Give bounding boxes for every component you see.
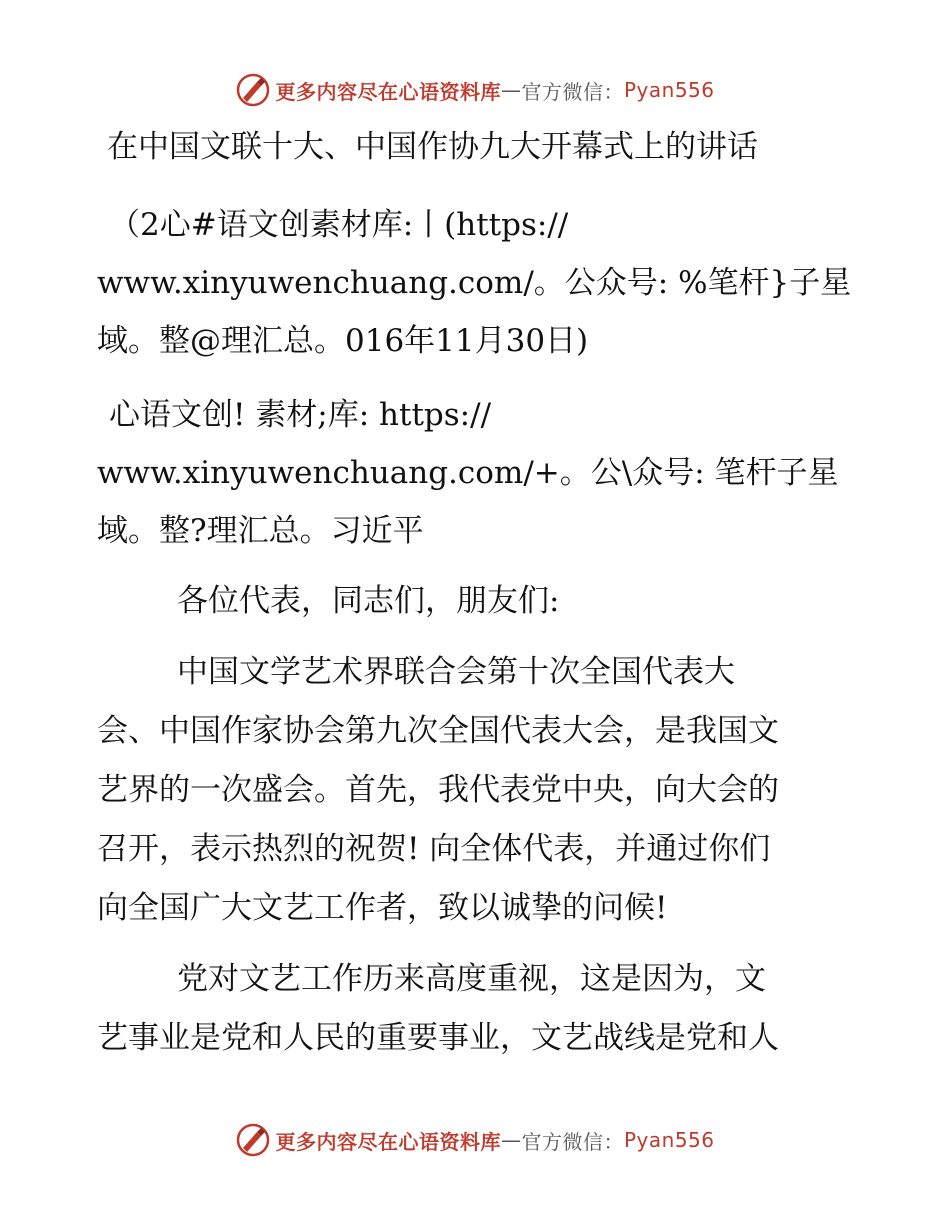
banner-text-main: 更多内容尽在心语资料库	[275, 79, 501, 104]
paragraph-line: 向全国广大文艺工作者，致以诚挚的问候!	[97, 890, 668, 926]
banner-dash: —	[500, 1128, 522, 1152]
source-note-1	[97, 196, 857, 370]
document-title: 在中国文联十大、中国作协九大开幕式上的讲话	[107, 129, 758, 165]
salutation: 各位代表，同志们，朋友们:	[177, 583, 560, 619]
paragraph-2	[97, 950, 857, 1068]
paragraph-line: 召开，表示热烈的祝贺! 向全体代表，并通过你们	[97, 831, 771, 867]
source-note-2	[97, 386, 857, 560]
source-note-1-line: www.xinyuwenchuang.com/。公众号: %笔杆}子星	[97, 265, 852, 301]
brand-logo-icon	[235, 1122, 271, 1158]
banner-dash: —	[500, 78, 522, 102]
footer-watermark	[0, 1120, 950, 1160]
paragraph-line: 中国文学艺术界联合会第十次全国代表大	[177, 654, 735, 690]
banner-wechat-id: Pyan556	[623, 1128, 715, 1152]
banner-wechat-label: 官方微信：	[521, 1129, 624, 1154]
source-note-1-line: （2心#语文创素材库:丨(https://	[109, 207, 569, 243]
banner-text-main: 更多内容尽在心语资料库	[275, 1129, 501, 1154]
paragraph-line: 艺界的一次盛会。首先，我代表党中央，向大会的	[97, 772, 779, 808]
document-body	[97, 122, 857, 1068]
source-note-2-line: www.xinyuwenchuang.com/+。公\众号: 笔杆子星	[97, 455, 839, 491]
source-note-2-line: 心语文创! 素材;库: https://	[109, 397, 492, 433]
header-watermark	[0, 70, 950, 110]
banner-wechat-id: Pyan556	[623, 78, 715, 102]
paragraph-line: 会、中国作家协会第九次全国代表大会，是我国文	[97, 713, 779, 749]
banner-wechat-label: 官方微信：	[521, 79, 624, 104]
paragraph-line: 艺事业是党和人民的重要事业，文艺战线是党和人	[97, 1020, 779, 1056]
brand-logo-icon	[235, 72, 271, 108]
source-note-1-line: 域。整@理汇总。016年11月30日)	[97, 323, 589, 359]
paragraph-line: 党对文艺工作历来高度重视，这是因为，文	[177, 961, 766, 997]
source-note-2-line: 域。整?理汇总。习近平	[97, 513, 424, 549]
paragraph-1	[97, 643, 857, 938]
